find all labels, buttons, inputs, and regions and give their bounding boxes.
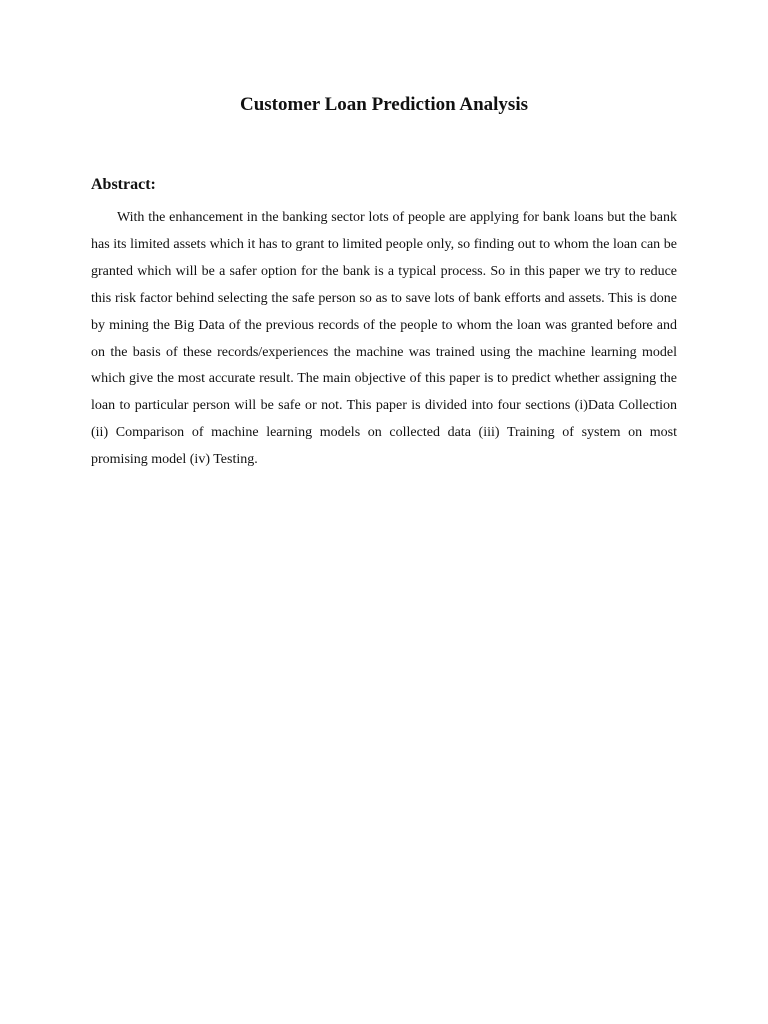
abstract-heading: Abstract: [91,176,156,193]
abstract-paragraph: With the enhancement in the banking sector lots of people are applying for bank loans but the bank has its limited assets which it has to grant to limited people only, so finding out to whom the loan can be granted which will be a safer option for the bank is a typical process. So in this paper we try to reduce this risk factor behind selecting the safe person so as to save lots of bank efforts and assets. This is done by mining the Big Data of the previous records of the people to whom the loan was granted before and on the basis of these records/experiences the machine was trained using the machine learning model which give the most accurate result. The main objective of this paper is to predict whether assigning the loan to particular person will be safe or not. This paper is divided into four sections (i)Data Collection (ii) Comparison of machine learning models on collected data (iii) Training of system on most promising model (iv) Testing. [91,210,677,468]
paper-title: Customer Loan Prediction Analysis [239,94,528,115]
